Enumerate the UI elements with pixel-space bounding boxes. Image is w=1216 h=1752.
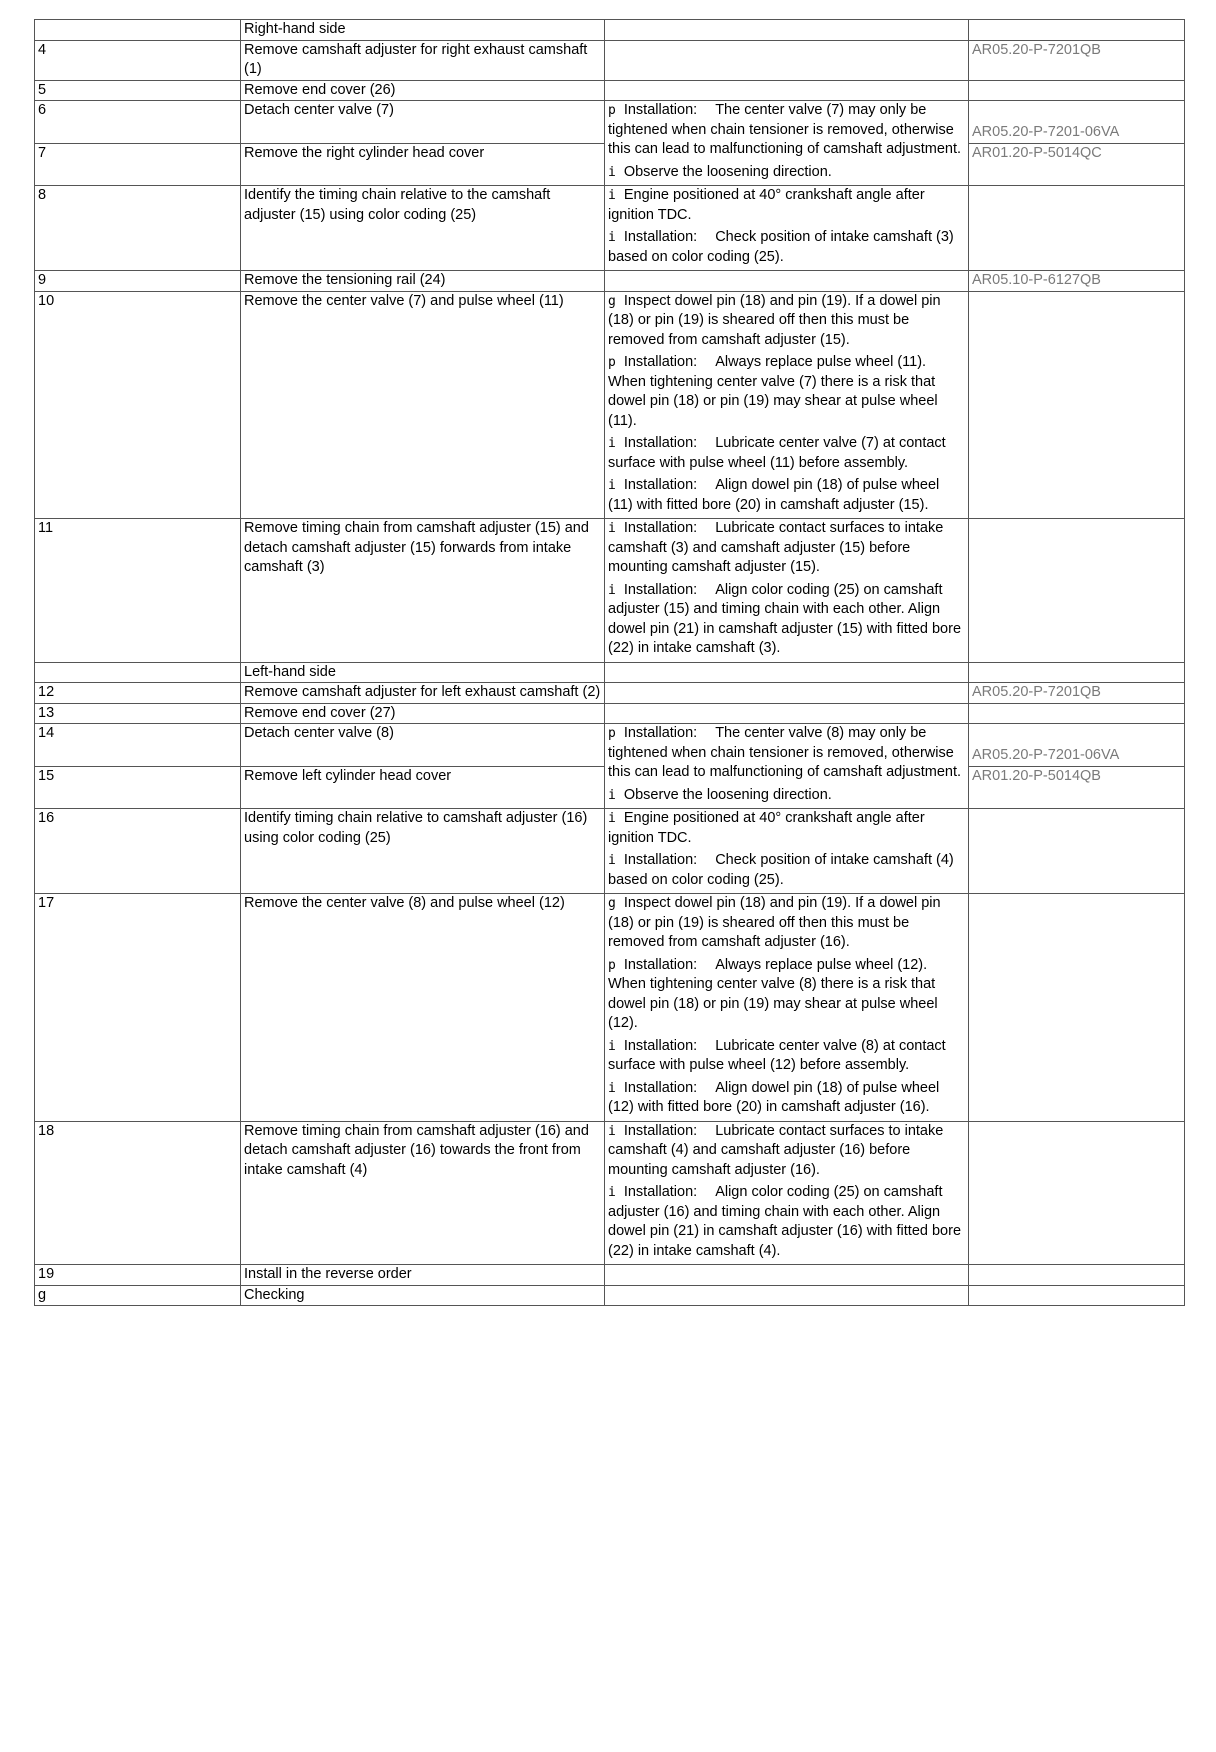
reference-link[interactable]: AR01.20-P-5014QC [972,144,1102,161]
table-row [35,809,1185,894]
table-row [35,894,1185,1122]
note-item [608,894,965,953]
step-number: 17 [35,894,241,1122]
table-row [35,683,1185,704]
reference-link[interactable]: AR05.10-P-6127QB [972,272,1101,288]
procedure-table [34,19,1185,1306]
table-row [35,40,1185,80]
note-item [608,101,965,160]
table-row [35,703,1185,724]
note-symbol-icon: i [608,478,616,493]
step-notes [605,271,969,292]
step-description: Remove the right cylinder head cover [241,143,605,186]
procedure-table-body [35,20,1185,1306]
step-notes [605,809,969,894]
reference-link[interactable]: AR01.20-P-5014QB [972,767,1101,784]
note-label: Installation: [623,1079,698,1096]
step-description: Remove camshaft adjuster for right exhaust camshaft (1) [241,40,605,80]
step-number: 5 [35,80,241,101]
step-number: 13 [35,703,241,724]
note-symbol-icon: g [608,293,616,309]
note-item [608,163,965,183]
note-item [608,581,965,659]
table-row [35,20,1185,41]
step-number: 18 [35,1121,241,1265]
table-row [35,519,1185,663]
reference-cell [969,894,1185,1122]
reference-cell [969,143,1185,186]
table-row [35,186,1185,271]
note-item [608,1079,965,1118]
table-row [35,724,1185,767]
note-text: Inspect dowel pin (18) and pin (19). If a dowel pin (18) or pin (19) is sheared off then this must be removed from camshaft adjuster (16). [608,895,941,950]
table-row [35,662,1185,683]
step-description: Remove left cylinder head cover [241,766,605,809]
note-label: Installation: [623,956,698,973]
step-description: Remove camshaft adjuster for left exhaust camshaft (2) [241,683,605,704]
note-item [608,228,965,267]
note-symbol-icon: i [608,164,616,180]
table-row [35,80,1185,101]
step-description: Remove timing chain from camshaft adjuster (16) and detach camshaft adjuster (16) towards the front from intake camshaft (4) [241,1121,605,1265]
note-label: Installation: [623,1184,698,1200]
note-label: Installation: [623,102,698,118]
step-number: 12 [35,683,241,704]
note-symbol-icon: i [608,1123,616,1139]
note-text: The center valve (7) may only be tightened when chain tensioner is removed, otherwise this can lead to malfunctioning of camshaft adjustment. [608,102,962,157]
reference-cell [969,186,1185,271]
step-description: Left-hand side [241,662,605,683]
table-row [35,1285,1185,1306]
note-item [608,476,965,515]
table-row [35,1121,1185,1265]
step-description: Identify timing chain relative to camshaft adjuster (16) using color coding (25) [241,809,605,894]
step-description: Detach center valve (7) [241,101,605,144]
step-description: Remove the tensioning rail (24) [241,271,605,292]
step-description: Checking [241,1285,605,1306]
note-item [608,809,965,848]
reference-cell [969,519,1185,663]
step-notes [605,724,969,809]
table-row [35,271,1185,292]
step-notes [605,80,969,101]
note-symbol-icon: i [608,1185,616,1200]
note-item [608,519,965,578]
reference-cell [969,20,1185,41]
reference-cell [969,1121,1185,1265]
note-label: Installation: [623,1122,698,1139]
step-number: 10 [35,291,241,519]
step-notes [605,894,969,1122]
note-item [608,1183,965,1261]
step-number: 7 [35,143,241,186]
reference-cell [969,662,1185,683]
note-text: Engine positioned at 40° crankshaft angle after ignition TDC. [608,187,925,223]
note-text: Align dowel pin (18) of pulse wheel (12) with fitted bore (20) in camshaft adjuster (16). [608,1079,940,1115]
step-description: Right-hand side [241,20,605,41]
step-notes [605,291,969,519]
note-label: Installation: [623,581,698,598]
note-item [608,724,965,783]
note-text: Always replace pulse wheel (12). When tightening center valve (8) there is a risk that dowel pin (18) or pin (19) may shear at pulse wheel (12). [608,956,938,1031]
step-number: 8 [35,186,241,271]
note-symbol-icon: i [608,188,616,203]
step-description: Remove end cover (26) [241,80,605,101]
note-label: Installation: [623,229,698,245]
note-symbol-icon: i [608,787,616,803]
note-label: Installation: [623,435,698,451]
reference-link[interactable]: AR05.20-P-7201QB [972,684,1101,700]
note-symbol-icon: i [608,582,616,598]
reference-cell [969,703,1185,724]
step-number [35,20,241,41]
table-row [35,101,1185,144]
reference-cell [969,40,1185,80]
note-text: Lubricate center valve (7) at contact surface with pulse wheel (11) before assembly. [608,435,946,471]
note-symbol-icon: p [608,103,616,118]
step-notes [605,683,969,704]
note-item [608,1122,965,1181]
step-notes [605,1121,969,1265]
step-number: 16 [35,809,241,894]
step-description: Identify the timing chain relative to the camshaft adjuster (15) using color coding (25) [241,186,605,271]
step-notes [605,20,969,41]
step-notes [605,40,969,80]
note-text: Align color coding (25) on camshaft adjuster (15) and timing chain with each other. Align dowel pin (21) in camshaft adjuster (15) with fitted bore (22) in intake camshaft (3). [608,581,962,656]
step-number: 19 [35,1265,241,1286]
reference-link[interactable]: AR05.20-P-7201QB [972,41,1101,58]
step-number: 6 [35,101,241,144]
note-symbol-icon: i [608,811,616,826]
reference-cell [969,291,1185,519]
note-text: Lubricate contact surfaces to intake camshaft (4) and camshaft adjuster (16) before mounting camshaft adjuster (16). [608,1122,944,1178]
step-notes [605,519,969,663]
note-item [608,186,965,225]
step-notes [605,662,969,683]
note-text: Lubricate center valve (8) at contact surface with pulse wheel (12) before assembly. [608,1037,946,1073]
note-symbol-icon: g [608,896,616,911]
note-symbol-icon: p [608,726,616,741]
note-label: Installation: [623,520,698,536]
step-notes [605,101,969,186]
step-number: 11 [35,519,241,663]
note-symbol-icon: i [608,853,616,868]
step-description: Remove timing chain from camshaft adjuster (15) and detach camshaft adjuster (15) forwards from intake camshaft (3) [241,519,605,663]
note-symbol-icon: i [608,521,616,536]
reference-cell [969,766,1185,809]
step-number [35,662,241,683]
step-notes [605,1265,969,1286]
note-item [608,1037,965,1076]
reference-cell [969,101,1185,144]
reference-cell [969,1265,1185,1286]
note-symbol-icon: p [608,355,616,370]
note-symbol-icon: i [608,230,616,245]
note-label: Installation: [623,354,698,370]
reference-cell [969,1285,1185,1306]
note-label: Installation: [623,477,698,493]
note-label: Installation: [623,725,698,741]
note-symbol-icon: i [608,436,616,451]
note-text: Inspect dowel pin (18) and pin (19). If a dowel pin (18) or pin (19) is sheared off then this must be removed from camshaft adjuster (15). [608,292,941,348]
note-text: Observe the loosening direction. [623,163,832,180]
step-number: 15 [35,766,241,809]
step-description: Install in the reverse order [241,1265,605,1286]
note-symbol-icon: i [608,1080,616,1096]
step-notes [605,1285,969,1306]
step-notes [605,703,969,724]
note-text: Align color coding (25) on camshaft adjuster (16) and timing chain with each other. Align dowel pin (21) in camshaft adjuster (16) with fitted bore (22) in intake camshaft (4). [608,1184,962,1259]
note-text: The center valve (8) may only be tightened when chain tensioner is removed, otherwise this can lead to malfunctioning of camshaft adjustment. [608,725,962,780]
note-text: Lubricate contact surfaces to intake camshaft (3) and camshaft adjuster (15) before mounting camshaft adjuster (15). [608,520,944,575]
step-description: Remove end cover (27) [241,703,605,724]
reference-cell [969,724,1185,767]
note-item [608,851,965,890]
note-item [608,292,965,351]
note-text: Align dowel pin (18) of pulse wheel (11) with fitted bore (20) in camshaft adjuster (15). [608,477,940,513]
table-row [35,291,1185,519]
note-symbol-icon: i [608,1038,616,1054]
reference-cell [969,683,1185,704]
note-label: Installation: [623,852,698,868]
reference-link[interactable]: AR05.20-P-7201-06VA [972,124,1120,140]
step-description: Remove the center valve (8) and pulse wheel (12) [241,894,605,1122]
note-item [608,786,965,806]
note-text: Observe the loosening direction. [623,786,832,803]
note-item [608,956,965,1034]
step-number: 4 [35,40,241,80]
note-label: Installation: [623,1037,698,1054]
note-symbol-icon: p [608,957,616,973]
note-text: Always replace pulse wheel (11). When tightening center valve (7) there is a risk that dowel pin (18) or pin (19) may shear at pulse wheel (11). [608,354,938,429]
step-number: 14 [35,724,241,767]
step-number: 9 [35,271,241,292]
reference-cell [969,80,1185,101]
note-text: Engine positioned at 40° crankshaft angle after ignition TDC. [608,810,925,846]
note-item [608,434,965,473]
note-text: Check position of intake camshaft (3) based on color coding (25). [608,229,954,265]
step-number: g [35,1285,241,1306]
step-description: Detach center valve (8) [241,724,605,767]
reference-link[interactable]: AR05.20-P-7201-06VA [972,747,1120,763]
reference-cell [969,809,1185,894]
step-description: Remove the center valve (7) and pulse wheel (11) [241,291,605,519]
note-item [608,353,965,431]
table-row [35,1265,1185,1286]
reference-cell [969,271,1185,292]
note-text: Check position of intake camshaft (4) based on color coding (25). [608,852,954,888]
step-notes [605,186,969,271]
